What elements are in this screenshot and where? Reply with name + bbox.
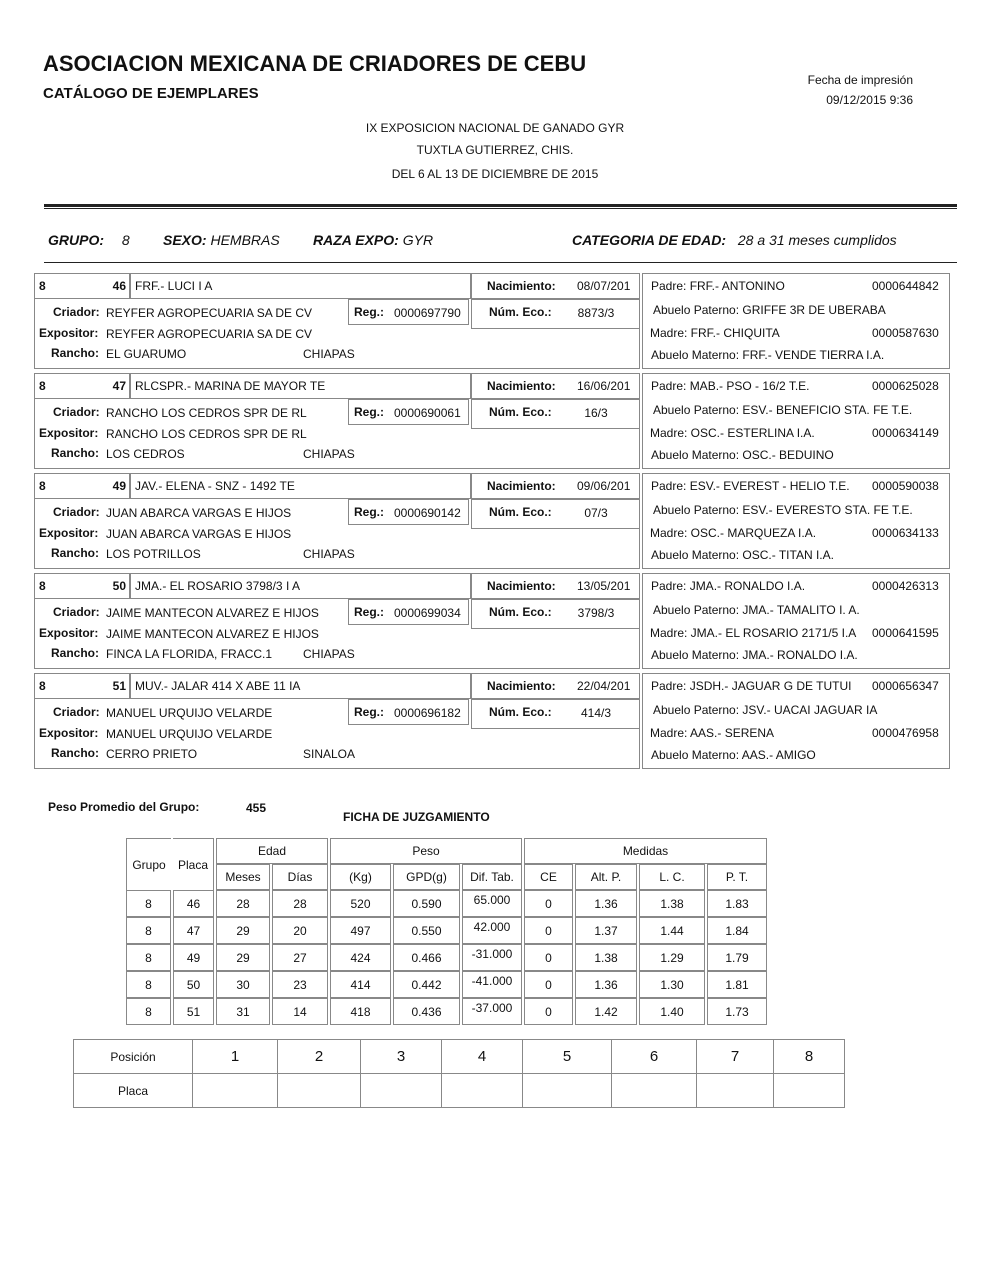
entry-grupo: 8 [39, 379, 46, 393]
entry-estado: SINALOA [303, 747, 356, 761]
entry-padre: Padre: ESV.- EVEREST - HELIO T.E. [651, 479, 850, 493]
event-location: TUXTLA GUTIERREZ, CHIS. [416, 143, 574, 157]
entry-expositor: MANUEL URQUIJO VELARDE [106, 727, 273, 741]
table-cell: 497 [330, 917, 391, 944]
placa-input-cell[interactable] [193, 1074, 278, 1108]
position-cell: 6 [612, 1040, 697, 1074]
table-cell: 1.42 [575, 998, 637, 1025]
entry-abuelo-paterno: Abuelo Paterno: GRIFFE 3R DE UBERABA [653, 303, 886, 317]
table-cell: 46 [173, 890, 214, 917]
table-row [126, 971, 767, 998]
table-cell: 8 [126, 944, 171, 971]
table-cell: 28 [216, 890, 270, 917]
table-cell: 14 [272, 998, 328, 1025]
entry-padre: Padre: MAB.- PSO - 16/2 T.E. [651, 379, 810, 393]
entry-abuelo-paterno: Abuelo Paterno: ESV.- EVERESTO STA. FE T.E. [653, 503, 913, 517]
entry-criador: JUAN ABARCA VARGAS E HIJOS [106, 506, 292, 520]
entry-padre: Padre: FRF.- ANTONINO [651, 279, 785, 293]
entry-abuelo-materno: Abuelo Materno: OSC.- TITAN I.A. [651, 548, 834, 562]
col-lc: L. C. [639, 864, 705, 890]
table-cell: 1.73 [707, 998, 767, 1025]
table-cell: 47 [173, 917, 214, 944]
table-cell: 520 [330, 890, 391, 917]
entry-madre: Madre: JMA.- EL ROSARIO 2171/5 I.A [650, 626, 857, 640]
entry-expositor: JUAN ABARCA VARGAS E HIJOS [106, 527, 292, 541]
sexo-label: SEXO: [163, 232, 207, 248]
table-cell: 1.30 [639, 971, 705, 998]
col-altp: Alt. P. [575, 864, 637, 890]
entry-placa: 51 [112, 679, 126, 693]
entry-abuelo-paterno: Abuelo Paterno: JMA.- TAMALITO I. A. [653, 603, 860, 617]
num-eco-label: Núm. Eco.: [489, 305, 552, 319]
table-cell: 8 [126, 998, 171, 1025]
entry-madre-reg: 0000587630 [872, 326, 939, 340]
entry-reg: 0000697790 [394, 306, 461, 320]
table-cell: 1.29 [639, 944, 705, 971]
entry-placa: 47 [112, 379, 126, 393]
position-cell: 8 [774, 1040, 845, 1074]
entry-grupo: 8 [39, 579, 46, 593]
table-cell: 1.83 [707, 890, 767, 917]
col-dias: Días [272, 864, 328, 890]
entry-criador: MANUEL URQUIJO VELARDE [106, 706, 273, 720]
grupo-label: GRUPO: [48, 232, 104, 248]
entry-padre-reg: 0000644842 [872, 279, 939, 293]
ranking-placa-row [74, 1074, 845, 1108]
reg-label: Reg.: [354, 305, 384, 319]
reg-label: Reg.: [354, 705, 384, 719]
placa-input-cell[interactable] [442, 1074, 523, 1108]
entry-reg: 0000690142 [394, 506, 461, 520]
catalog-title: CATÁLOGO DE EJEMPLARES [43, 85, 259, 102]
entry-nacimiento: 08/07/201 [577, 279, 631, 293]
table-cell: 31 [216, 998, 270, 1025]
entry-num-eco: 07/3 [584, 506, 608, 520]
filters-divider [44, 262, 957, 263]
entry-abuelo-materno: Abuelo Materno: AAS.- AMIGO [651, 748, 816, 762]
entry-card [34, 473, 950, 569]
event-name: IX EXPOSICION NACIONAL DE GANADO GYR [365, 121, 625, 135]
entry-rancho: CERRO PRIETO [106, 747, 198, 761]
table-cell: 424 [330, 944, 391, 971]
table-cell: 0 [524, 998, 573, 1025]
entry-expositor: JAIME MANTECON ALVAREZ E HIJOS [106, 627, 319, 641]
criador-label: Criador: [53, 705, 100, 719]
table-row [126, 917, 767, 944]
table-cell: 20 [272, 917, 328, 944]
entry-madre-reg: 0000476958 [872, 726, 939, 740]
entry-rancho: LOS POTRILLOS [106, 547, 201, 561]
entry-grupo: 8 [39, 479, 46, 493]
col-gpd: GPD(g) [393, 864, 460, 890]
position-cell: 1 [193, 1040, 278, 1074]
criador-label: Criador: [53, 505, 100, 519]
table-cell: 8 [126, 917, 171, 944]
num-eco-label: Núm. Eco.: [489, 705, 552, 719]
col-kg: (Kg) [330, 864, 391, 890]
judging-table [124, 838, 769, 1025]
sexo-value: HEMBRAS [210, 232, 280, 248]
nacimiento-label: Nacimiento: [487, 679, 556, 693]
col-edad: Edad [216, 838, 328, 864]
reg-label: Reg.: [354, 605, 384, 619]
table-cell: 414 [330, 971, 391, 998]
entry-madre: Madre: AAS.- SERENA [650, 726, 775, 740]
entry-abuelo-materno: Abuelo Materno: FRF.- VENDE TIERRA I.A. [651, 348, 885, 362]
nacimiento-label: Nacimiento: [487, 379, 556, 393]
entry-estado: CHIAPAS [303, 447, 355, 461]
ficha-title: FICHA DE JUZGAMIENTO [343, 810, 490, 824]
entry-padre-reg: 0000625028 [872, 379, 939, 393]
table-cell: 0.436 [393, 998, 460, 1025]
num-eco-label: Núm. Eco.: [489, 405, 552, 419]
col-peso: Peso [330, 838, 522, 864]
entry-abuelo-materno: Abuelo Materno: JMA.- RONALDO I.A. [651, 648, 858, 662]
table-cell: 65.000 [462, 890, 522, 917]
entry-reg: 0000696182 [394, 706, 461, 720]
entry-card [34, 273, 950, 369]
expositor-label: Expositor: [39, 726, 99, 740]
entry-reg: 0000690061 [394, 406, 461, 420]
entry-num-eco: 16/3 [584, 406, 608, 420]
table-cell: 8 [126, 890, 171, 917]
raza-label: RAZA EXPO: [313, 232, 399, 248]
entry-placa: 50 [112, 579, 126, 593]
entry-padre: Padre: JSDH.- JAGUAR G DE TUTUI [651, 679, 852, 693]
nacimiento-label: Nacimiento: [487, 479, 556, 493]
entry-criador: RANCHO LOS CEDROS SPR DE RL [106, 406, 307, 420]
entry-madre-reg: 0000634133 [872, 526, 939, 540]
rancho-label: Rancho: [51, 546, 99, 560]
rancho-label: Rancho: [51, 646, 99, 660]
raza-value: GYR [402, 232, 434, 248]
num-eco-label: Núm. Eco.: [489, 605, 552, 619]
table-cell: 1.79 [707, 944, 767, 971]
peso-promedio-value: 455 [246, 801, 267, 815]
table-cell: 1.40 [639, 998, 705, 1025]
entry-madre-reg: 0000634149 [872, 426, 939, 440]
expositor-label: Expositor: [39, 626, 99, 640]
table-cell: 0 [524, 890, 573, 917]
entry-placa: 46 [112, 279, 126, 293]
table-cell: 1.36 [575, 971, 637, 998]
entry-animal-name: RLCSPR.- MARINA DE MAYOR TE [135, 379, 326, 393]
position-cell: 3 [361, 1040, 442, 1074]
num-eco-label: Núm. Eco.: [489, 505, 552, 519]
entry-abuelo-materno: Abuelo Materno: OSC.- BEDUINO [651, 448, 834, 462]
entry-expositor: RANCHO LOS CEDROS SPR DE RL [106, 427, 307, 441]
position-label: Posición [74, 1040, 193, 1074]
categoria-label: CATEGORIA DE EDAD: [572, 232, 726, 248]
print-date-block [808, 70, 913, 110]
table-cell: 0.466 [393, 944, 460, 971]
position-cell: 4 [442, 1040, 523, 1074]
entry-estado: CHIAPAS [303, 547, 355, 561]
entry-criador: JAIME MANTECON ALVAREZ E HIJOS [106, 606, 319, 620]
reg-label: Reg.: [354, 405, 384, 419]
placa-input-cell[interactable] [774, 1074, 845, 1108]
table-cell: 23 [272, 971, 328, 998]
table-cell: 1.84 [707, 917, 767, 944]
table-cell: 1.81 [707, 971, 767, 998]
table-cell: 0.590 [393, 890, 460, 917]
entry-animal-name: JAV.- ELENA - SNZ - 1492 TE [135, 479, 295, 493]
entry-madre: Madre: OSC.- ESTERLINA I.A. [650, 426, 815, 440]
expositor-label: Expositor: [39, 426, 99, 440]
table-cell: 0.550 [393, 917, 460, 944]
entry-padre: Padre: JMA.- RONALDO I.A. [651, 579, 806, 593]
categoria-value: 28 a 31 meses cumplidos [737, 232, 897, 248]
table-cell: 1.37 [575, 917, 637, 944]
entry-estado: CHIAPAS [303, 347, 355, 361]
col-medidas: Medidas [524, 838, 767, 864]
col-dif: Dif. Tab. [462, 864, 522, 890]
criador-label: Criador: [53, 305, 100, 319]
table-cell: 1.38 [639, 890, 705, 917]
expositor-label: Expositor: [39, 526, 99, 540]
placa-input-cell[interactable] [697, 1074, 774, 1108]
table-cell: 42.000 [462, 917, 522, 944]
table-cell: 29 [216, 944, 270, 971]
entry-abuelo-paterno: Abuelo Paterno: ESV.- BENEFICIO STA. FE T.E. [653, 403, 913, 417]
entry-grupo: 8 [39, 279, 46, 293]
ranking-table [73, 1039, 845, 1108]
ranking-position-row [74, 1040, 845, 1074]
entry-rancho: EL GUARUMO [106, 347, 187, 361]
position-cell: 5 [523, 1040, 612, 1074]
placa-input-cell[interactable] [612, 1074, 697, 1108]
table-cell: 50 [173, 971, 214, 998]
rancho-label: Rancho: [51, 346, 99, 360]
table-cell: 8 [126, 971, 171, 998]
table-cell: 49 [173, 944, 214, 971]
table-cell: 0 [524, 971, 573, 998]
table-cell: -41.000 [462, 971, 522, 998]
placa-input-cell[interactable] [278, 1074, 361, 1108]
entry-reg: 0000699034 [394, 606, 461, 620]
entry-animal-name: JMA.- EL ROSARIO 3798/3 I A [135, 579, 300, 593]
entry-placa: 49 [112, 479, 126, 493]
table-row [126, 944, 767, 971]
entry-grupo: 8 [39, 679, 46, 693]
table-cell: 1.36 [575, 890, 637, 917]
print-label: Fecha de impresión [807, 73, 913, 87]
col-meses: Meses [216, 864, 270, 890]
table-cell: 0 [524, 917, 573, 944]
entry-madre-reg: 0000641595 [872, 626, 939, 640]
print-date: 09/12/2015 9:36 [826, 93, 913, 107]
table-row [126, 998, 767, 1025]
entry-rancho: LOS CEDROS [106, 447, 185, 461]
col-ce: CE [524, 864, 573, 890]
table-cell: -31.000 [462, 944, 522, 971]
entry-estado: CHIAPAS [303, 647, 355, 661]
table-cell: -37.000 [462, 998, 522, 1025]
entry-madre: Madre: FRF.- CHIQUITA [650, 326, 780, 340]
rancho-label: Rancho: [51, 446, 99, 460]
entry-padre-reg: 0000656347 [872, 679, 939, 693]
sexo-filter [163, 232, 280, 248]
criador-label: Criador: [53, 605, 100, 619]
org-title: ASOCIACION MEXICANA DE CRIADORES DE CEBU [43, 51, 587, 76]
table-cell: 30 [216, 971, 270, 998]
grupo-filter [48, 232, 130, 248]
entry-rancho: FINCA LA FLORIDA, FRACC.1 [106, 647, 273, 661]
table-cell: 29 [216, 917, 270, 944]
table-cell: 418 [330, 998, 391, 1025]
entry-padre-reg: 0000426313 [872, 579, 939, 593]
position-cell: 2 [278, 1040, 361, 1074]
expositor-label: Expositor: [39, 326, 99, 340]
entry-num-eco: 414/3 [580, 706, 612, 720]
col-grupo: Grupo [126, 838, 171, 890]
rancho-label: Rancho: [51, 746, 99, 760]
entry-expositor: REYFER AGROPECUARIA SA DE CV [106, 327, 313, 341]
entry-card [34, 673, 950, 769]
entry-nacimiento: 16/06/201 [577, 379, 631, 393]
grupo-value: 8 [121, 232, 130, 248]
raza-filter [313, 232, 433, 248]
placa-label: Placa [74, 1074, 193, 1108]
col-placa: Placa [173, 838, 214, 890]
placa-input-cell[interactable] [523, 1074, 612, 1108]
nacimiento-label: Nacimiento: [487, 579, 556, 593]
entry-num-eco: 3798/3 [577, 606, 615, 620]
table-cell: 1.38 [575, 944, 637, 971]
categoria-filter [572, 232, 897, 248]
col-pt: P. T. [707, 864, 767, 890]
table-cell: 27 [272, 944, 328, 971]
peso-promedio-label: Peso Promedio del Grupo: [48, 800, 200, 814]
table-cell: 28 [272, 890, 328, 917]
entry-nacimiento: 13/05/201 [577, 579, 631, 593]
entry-num-eco: 8873/3 [577, 306, 615, 320]
entry-abuelo-paterno: Abuelo Paterno: JSV.- UACAI JAGUAR IA [653, 703, 878, 717]
criador-label: Criador: [53, 405, 100, 419]
table-row [126, 890, 767, 917]
placa-input-cell[interactable] [361, 1074, 442, 1108]
entry-animal-name: FRF.- LUCI I A [135, 279, 213, 293]
entry-padre-reg: 0000590038 [872, 479, 939, 493]
table-cell: 1.44 [639, 917, 705, 944]
reg-label: Reg.: [354, 505, 384, 519]
entry-criador: REYFER AGROPECUARIA SA DE CV [106, 306, 313, 320]
nacimiento-label: Nacimiento: [487, 279, 556, 293]
header-divider [44, 204, 957, 209]
entry-nacimiento: 09/06/201 [577, 479, 631, 493]
event-dates: DEL 6 AL 13 DE DICIEMBRE DE 2015 [391, 167, 599, 181]
entry-nacimiento: 22/04/201 [577, 679, 631, 693]
table-cell: 51 [173, 998, 214, 1025]
entry-card [34, 373, 950, 469]
table-cell: 0 [524, 944, 573, 971]
position-cell: 7 [697, 1040, 774, 1074]
entry-madre: Madre: OSC.- MARQUEZA I.A. [650, 526, 817, 540]
table-cell: 0.442 [393, 971, 460, 998]
entry-card [34, 573, 950, 669]
entry-animal-name: MUV.- JALAR 414 X ABE 11 IA [135, 679, 301, 693]
